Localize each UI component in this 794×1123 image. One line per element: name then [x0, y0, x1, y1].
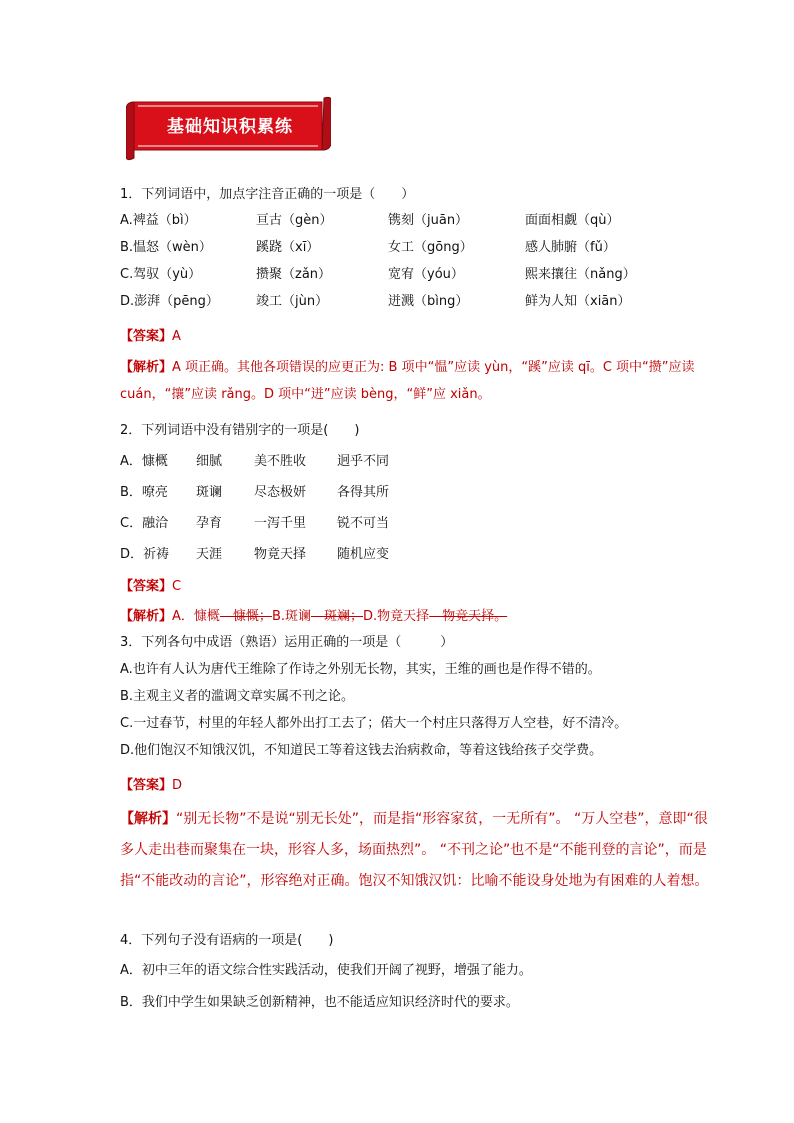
q1-a-4: 面面相觑（qù）	[525, 213, 620, 228]
q2-answer	[120, 578, 181, 596]
q1-b-4: 感人肺腑（fǔ）	[525, 240, 616, 255]
q4-stem: 4．下列句子没有语病的一项是( )	[120, 933, 334, 948]
q1-a-2: 亘古（gèn）	[256, 213, 333, 228]
analysis-tag: 【解析】	[120, 360, 173, 375]
q2-c-1: C．融洽	[120, 516, 169, 531]
analysis-a: A．慷概	[172, 609, 220, 624]
q2-a-1: A．慷概	[120, 454, 168, 469]
analysis-d: D.物竟天择	[363, 609, 430, 624]
q2-stem: 2．下列词语中没有错别字的一项是( )	[120, 423, 360, 438]
q1-a-1: A.裨益（bì）	[120, 213, 197, 228]
q2-b-2: 斑谰	[196, 485, 223, 500]
q2-a-3: 美不胜收	[254, 454, 307, 469]
q1-d-2: 竣工（jùn）	[256, 294, 329, 309]
q2-b-4: 各得其所	[337, 485, 390, 500]
q3-option-a: A.也许有人认为唐代王维除了作诗之外别无长物，其实，王维的画也是作得不错的。	[120, 662, 601, 677]
q3-stem: 3．下列各句中成语（熟语）运用正确的一项是（ ）	[120, 635, 454, 650]
q4-option-b: B．我们中学生如果缺乏创新精神，也不能适应知识经济时代的要求。	[120, 995, 519, 1010]
q3-option-d: D.他们饱汉不知饿汉饥，不知道民工等着这钱去治病救命，等着这钱给孩子交学费。	[120, 743, 603, 758]
analysis-tag: 【解析】	[120, 609, 173, 624]
q2-d-4: 随机应变	[337, 547, 390, 562]
q1-stem: 1．下列词语中，加点字注音正确的一项是（ ）	[120, 187, 415, 202]
q2-c-2: 孕育	[196, 516, 223, 531]
q2-b-1: B．嘹亮	[120, 485, 168, 500]
q1-b-3: 女工（gōng）	[388, 240, 473, 255]
q1-b-1: B.愠怒（wèn）	[120, 240, 212, 255]
answer-tag: 【答案】	[120, 329, 173, 344]
analysis-a-fix: —慷慨；	[219, 609, 272, 624]
answer-value: D	[172, 778, 183, 793]
analysis-text: “别无长物”不是说“别无长处”，而是指“形容家贫，一无所有”。 “万人空巷”，意即“很多人走出巷而聚集在一块，形容人多，场面热烈”。 “不刊之论”也不是“不能刊登的言论”，而是指“不能改动的言论”，形容绝对正确。饱汉不知饿汉饥：比喻不能设身处地为有困难的人着想。	[120, 811, 709, 889]
q2-a-2: 细腻	[196, 454, 223, 469]
answer-value: C	[172, 579, 182, 594]
q1-d-3: 迸溅（bìng）	[388, 294, 469, 309]
q2-d-3: 物竟天择	[254, 547, 307, 562]
q1-a-3: 镌刻（juān）	[388, 213, 469, 228]
q3-option-b: B.主观主义者的滥调文章实属不刊之论。	[120, 689, 355, 704]
q2-c-4: 锐不可当	[337, 516, 390, 531]
section-banner	[126, 96, 331, 156]
q2-b-3: 尽态极妍	[254, 485, 307, 500]
q1-answer	[120, 328, 181, 346]
banner-title: 基础知识积累练	[167, 117, 293, 137]
q1-analysis	[120, 354, 712, 408]
q1-d-4: 鲜为人知（xiān）	[525, 294, 631, 309]
q2-c-3: 一泻千里	[254, 516, 307, 531]
q2-d-1: D．祈祷	[120, 547, 170, 562]
answer-value: A	[172, 329, 181, 344]
q4-option-a: A．初中三年的语文综合性实践活动，使我们开阔了视野，增强了能力。	[120, 963, 532, 978]
q3-option-c: C.一过春节，村里的年轻人都外出打工去了；偌大一个村庄只落得万人空巷，好不清冷。	[120, 716, 628, 731]
answer-tag: 【答案】	[120, 778, 173, 793]
q1-d-1: D.澎湃（pēng）	[120, 294, 219, 309]
analysis-d-fix: —物竞天择。	[429, 609, 508, 624]
analysis-b-fix: —斑斓；	[311, 609, 364, 624]
q1-c-3: 宽宥（yóu）	[388, 267, 464, 282]
q1-c-4: 熙来攘往（nǎng）	[525, 267, 636, 282]
q3-answer	[120, 777, 182, 795]
q2-d-2: 天涯	[196, 547, 223, 562]
q1-b-2: 蹊跷（xī）	[256, 240, 320, 255]
q3-analysis	[120, 804, 712, 897]
analysis-tag: 【解析】	[120, 811, 176, 827]
analysis-text: A 项正确。其他各项错误的应更正为: B 项中“愠”应读 yùn，“蹊”应读 qī。C 项中“攒”应读 cuán，“攘”应读 rǎng。D 项中“迸”应读 bèng，“鲜”应 xiǎn。	[120, 360, 695, 402]
analysis-b: B.斑谰	[271, 609, 311, 624]
q1-c-1: C.驾驭（yù）	[120, 267, 202, 282]
q2-a-4: 迥乎不同	[337, 454, 390, 469]
q2-analysis	[120, 608, 507, 626]
answer-tag: 【答案】	[120, 579, 173, 594]
q1-c-2: 攒聚（zǎn）	[256, 267, 332, 282]
